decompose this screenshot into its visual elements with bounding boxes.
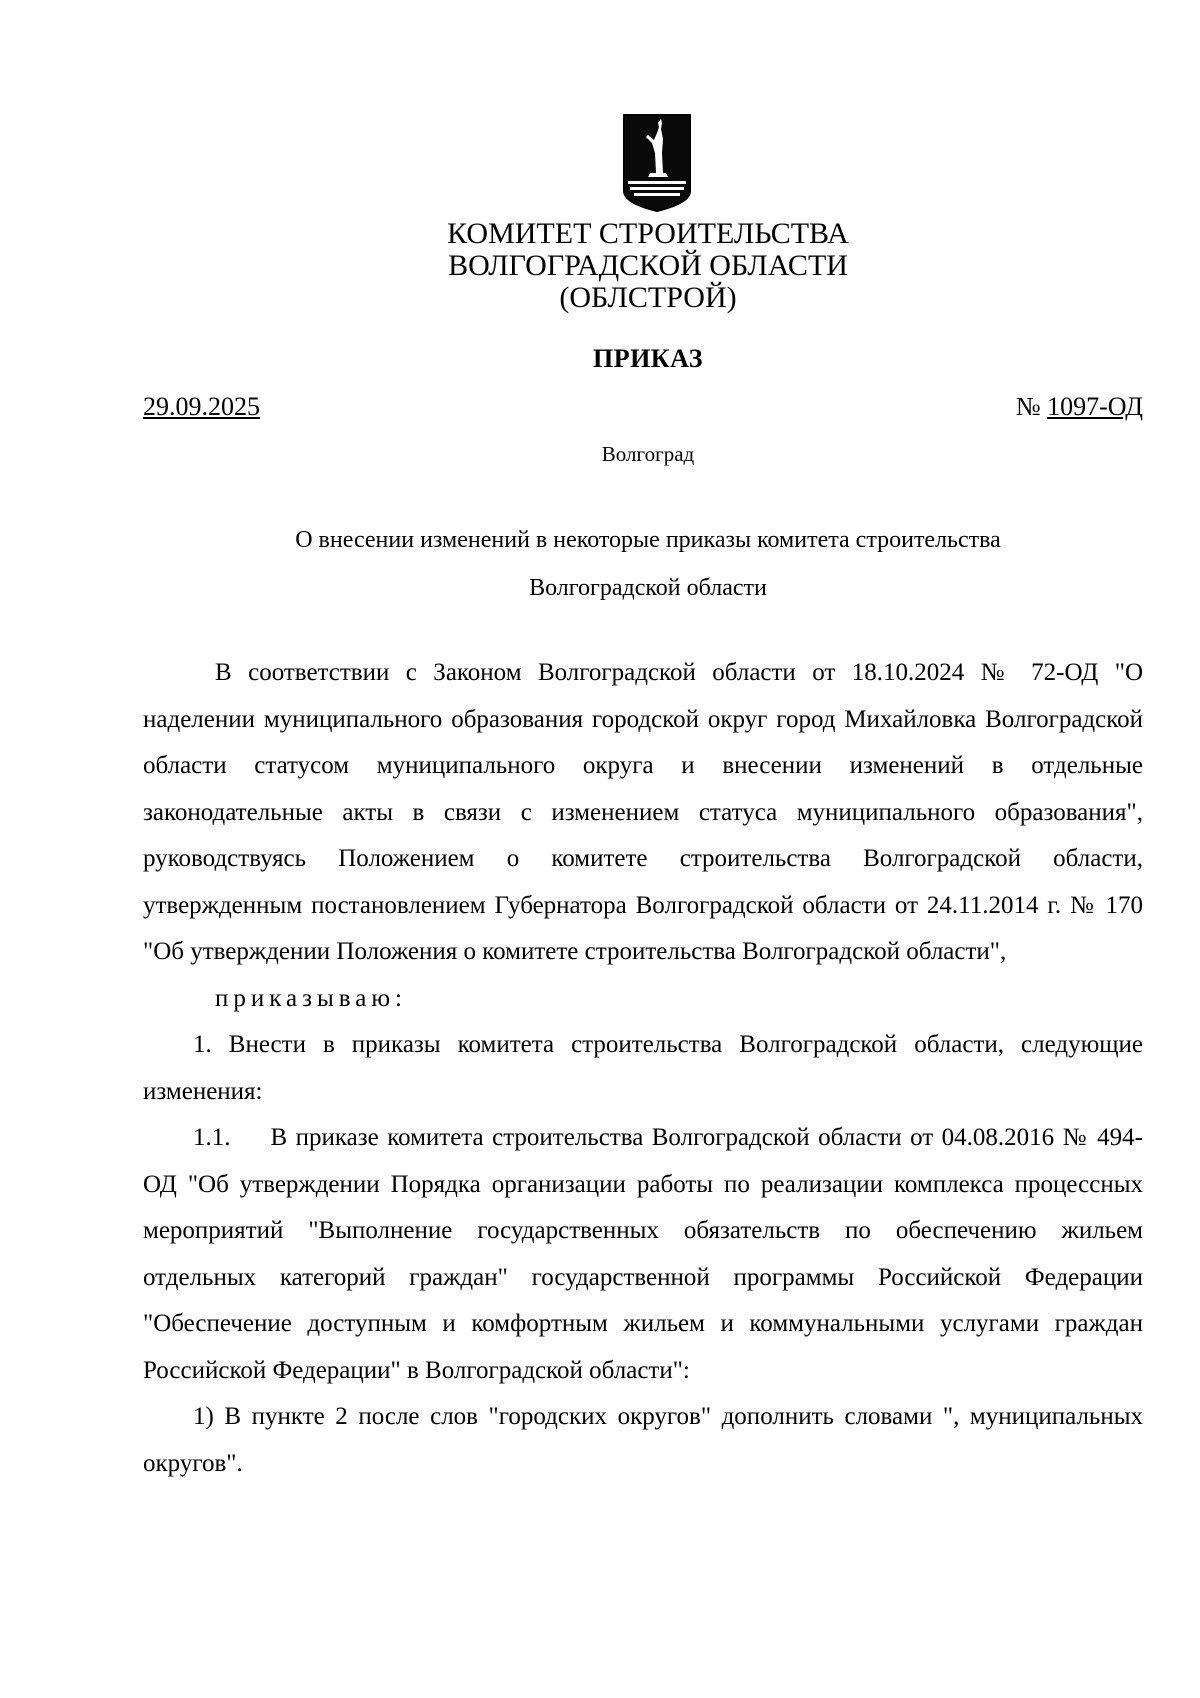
document-body <box>143 650 1143 1487</box>
preamble-paragraph: В соответствии с Законом Волгоградской области от 18.10.2024 № 72-ОД "О наделении муниципального образования городской округ город Михайловка Волгоградской области статусом муниципального округа и внесении изменений в отдельные законодательные акты в связи с изменением статуса муниципального образования", руководствуясь Положением о комитете строительства Волгоградской области, утвержденным постановлением Губернатора Волгоградской области от 24.11.2014 г. № 170 "Об утверждении Положения о комитете строительства Волгоградской области", <box>143 659 1143 965</box>
coat-of-arms-icon <box>622 113 692 213</box>
item-1-paragraph: 1. Внести в приказы комитета строительства Волгоградской области, следующие изменения: <box>143 1031 1143 1105</box>
subject-line-2: Волгоградской области <box>529 575 767 601</box>
document-type-title: ПРИКАЗ <box>592 344 704 373</box>
subitem-1-paragraph: 1) В пункте 2 после слов "городских округов" дополнить словами ", муниципальных округов". <box>143 1403 1143 1477</box>
item-1-1-paragraph <box>143 1115 1143 1394</box>
item-1-1-text: В приказе комитета строительства Волгоградской области от 04.08.2016 № 494-ОД "Об утверждении Порядка организации работы по реализации комплекса процессных мероприятий "Выполнение государственных обязательств по обеспечению жильем отдельных категорий граждан" государственной программы Российской Федерации "Обеспечение доступным и комфортным жильем и коммунальными услугами граждан Российской Федерации" в Волгоградской области": <box>143 1124 1143 1384</box>
organization-header <box>0 218 1200 314</box>
number-value: 1097-ОД <box>1047 392 1143 421</box>
city-name: Волгоград <box>601 442 695 466</box>
item-1-1-number: 1.1. <box>193 1124 231 1151</box>
document-date: 29.09.2025 <box>143 392 260 421</box>
org-line-3: (ОБЛСТРОЙ) <box>559 281 737 314</box>
number-prefix: № <box>1015 392 1041 421</box>
document-subject <box>0 516 1200 612</box>
subject-line-1: О внесении изменений в некоторые приказы комитета строительства <box>295 527 1001 553</box>
document-number <box>1016 392 1143 422</box>
org-line-2: ВОЛГОГРАДСКОЙ ОБЛАСТИ <box>448 249 848 282</box>
order-word: приказываю: <box>215 984 407 1012</box>
org-line-1: КОМИТЕТ СТРОИТЕЛЬСТВА <box>447 217 849 250</box>
